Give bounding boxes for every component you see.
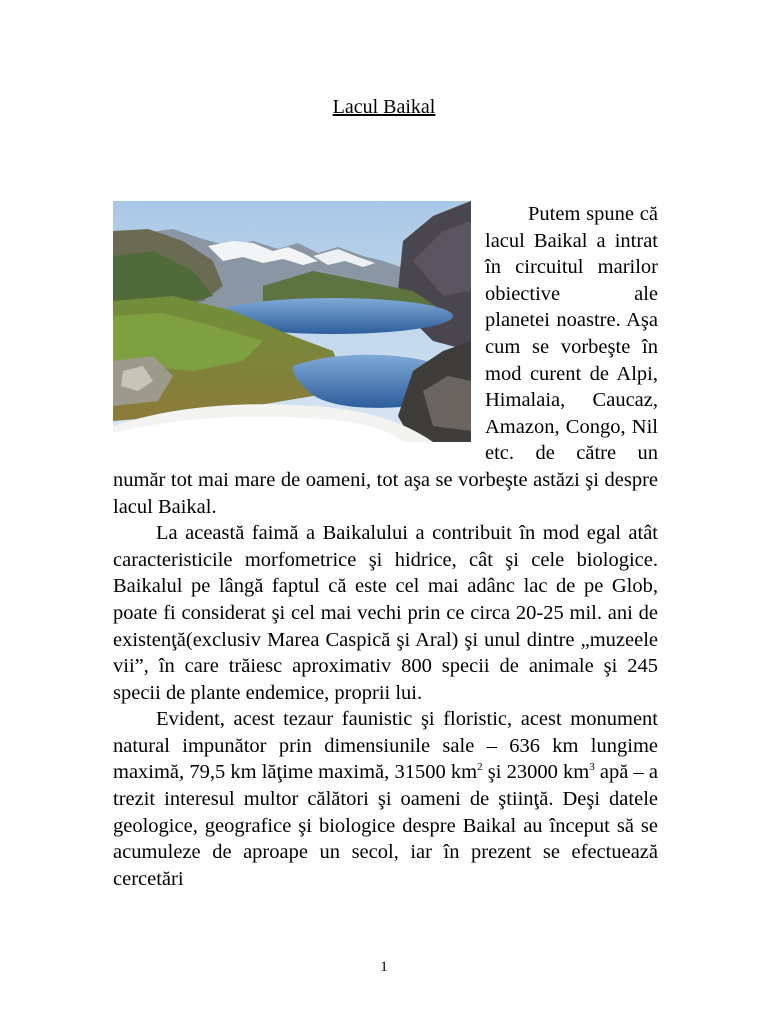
paragraph-3-text-b: şi 23000 km [482,761,590,784]
superscript-2: 2 [477,761,483,774]
paragraph-3-text-c: apă – a trezit interesul multor călători şi oameni de ştiinţă. Deşi datele geologice, geografice şi biologice despre Baikal au început să se acumuleze de aproape un secol, iar în prezent se efectuează cercetări [113,761,658,890]
paragraph-1: Putem spune că lacul Baikal a intrat în circuitul marilor obiective ale planetei noastre. Aşa cum se vorbeşte în mod curent de Alpi, Himalaia, Caucaz, Amazon, Congo, Nil etc. de către un număr tot mai mare de oameni, tot aşa se vorbeşte astăzi şi despre lacul Baikal. [113,203,658,518]
paragraph-3-text-a: Evident, acest tezaur faunistic şi floristic, acest monument natural impunător prin dimensiunile sale – 636 km lungime maximă, 79,5 km lăţime maximă, 31500 km [113,708,658,784]
paragraph-2: La această faimă a Baikalului a contribuit în mod egal atât caracteristicile morfometrice şi hidrice, cât şi cele biologice. Baikalul pe lângă faptul că este cel mai adânc lac de pe Glob, poate fi considerat şi cel mai vechi prin ce circa 20-25 mil. ani de existenţă(exclusiv Marea Caspică şi Aral) şi unul dintre „muzeele vii”, în care trăiesc aproximativ 800 specii de animale şi 245 specii de plante endemice, proprii lui. [113,522,658,704]
page-number: 1 [380,959,388,975]
document-body [113,201,658,892]
document-title: Lacul Baikal [332,96,436,118]
paragraph-3 [113,706,658,892]
superscript-3: 3 [589,761,595,774]
mountain-lake-photo [113,201,471,442]
